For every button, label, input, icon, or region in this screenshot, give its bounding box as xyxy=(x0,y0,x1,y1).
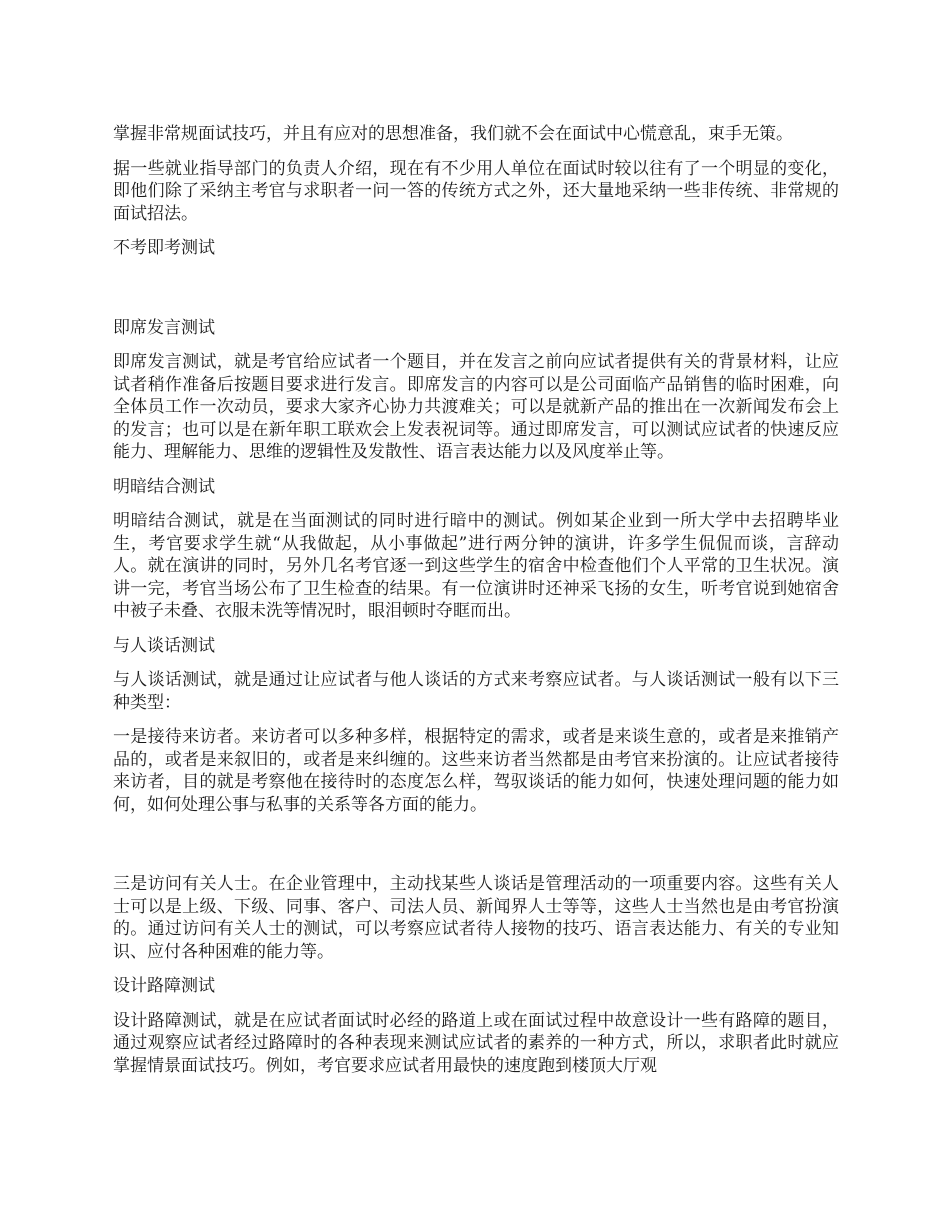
document-body xyxy=(113,123,839,1089)
section-heading-open-hidden-test: 明暗结合测试 xyxy=(113,476,215,497)
impromptu-speech-paragraph: 即席发言测试，就是考官给应试者一个题目，并在发言之前向应试者提供有关的背景材料，让应试者稍作准备后按题目要求进行发言。即席发言的内容可以是公司面临产品销售的临时困难，向全体员工作一次动员，要求大家齐心协力共渡难关；可以是就新产品的推出在一次新闻发布会上的发言；也可以是在新年职工联欢会上发表祝词等。通过即席发言，可以测试应试者的快速反应能力、理解能力、思维的逻辑性及发散性、语言表达能力以及风度举止等。 xyxy=(113,352,839,462)
section-heading-conversation-test: 与人谈话测试 xyxy=(113,635,215,656)
roadblock-test-paragraph: 设计路障测试，就是在应试者面试时必经的路道上或在面试过程中故意设计一些有路障的题目，通过观察应试者经过路障时的各种表现来测试应试者的素养的一种方式，所以，求职者此时就应掌握情景面试技巧。例如，考官要求应试者用最快的速度跑到楼顶大厅观 xyxy=(113,1010,839,1076)
background-paragraph: 据一些就业指导部门的负责人介绍，现在有不少用人单位在面试时较以往有了一个明显的变化，即他们除了采纳主考官与求职者一问一答的传统方式之外，还大量地采纳一些非传统、非常规的面试招法。 xyxy=(113,158,839,224)
section-heading-roadblock-test: 设计路障测试 xyxy=(113,976,215,996)
conversation-test-paragraph: 与人谈话测试，就是通过让应试者与他人谈话的方式来考察应试者。与人谈话测试一般有以下三种类型： xyxy=(113,670,839,713)
intro-paragraph: 掌握非常规面试技巧，并且有应对的思想准备，我们就不会在面试中心慌意乱，束手无策。 xyxy=(113,124,793,144)
open-hidden-test-paragraph: 明暗结合测试，就是在当面测试的同时进行暗中的测试。例如某企业到一所大学中去招聘毕业生，考官要求学生就“从我做起，从小事做起”进行两分钟的演讲，许多学生侃侃而谈，言辞动人。就在演讲的同时，另外几名考官逐一到这些学生的宿舍中检查他们个人平常的卫生状况。演讲一完，考官当场公布了卫生检查的结果。有一位演讲时还神采飞扬的女生，听考官说到她宿舍中被子未叠、衣服未洗等情况时，眼泪顿时夺眶而出。 xyxy=(113,511,839,621)
blank-gap xyxy=(113,828,839,873)
visiting-people-paragraph: 三是访问有关人士。在企业管理中，主动找某些人谈话是管理活动的一项重要内容。这些有关人士可以是上级、下级、同事、客户、司法人员、新闻界人士等等，这些人士当然也是由考官扮演的。通过访问有关人士的测试，可以考察应试者待人接物的技巧、语言表达能力、有关的专业知识、应付各种困难的能力等。 xyxy=(113,874,839,962)
section-heading-surprise-test: 不考即考测试 xyxy=(113,238,215,258)
visitor-reception-paragraph: 一是接待来访者。来访者可以多种多样，根据特定的需求，或者是来谈生意的，或者是来推销产品的，或者是来叙旧的，或者是来纠缠的。这些来访者当然都是由考官来扮演的。让应试者接待来访者，目的就是考察他在接待时的态度怎么样，驾驭谈话的能力如何，快速处理问题的能力如何，如何处理公事与私事的关系等各方面的能力。 xyxy=(113,727,839,815)
section-heading-impromptu-speech: 即席发言测试 xyxy=(113,317,215,338)
blank-gap xyxy=(113,272,839,317)
